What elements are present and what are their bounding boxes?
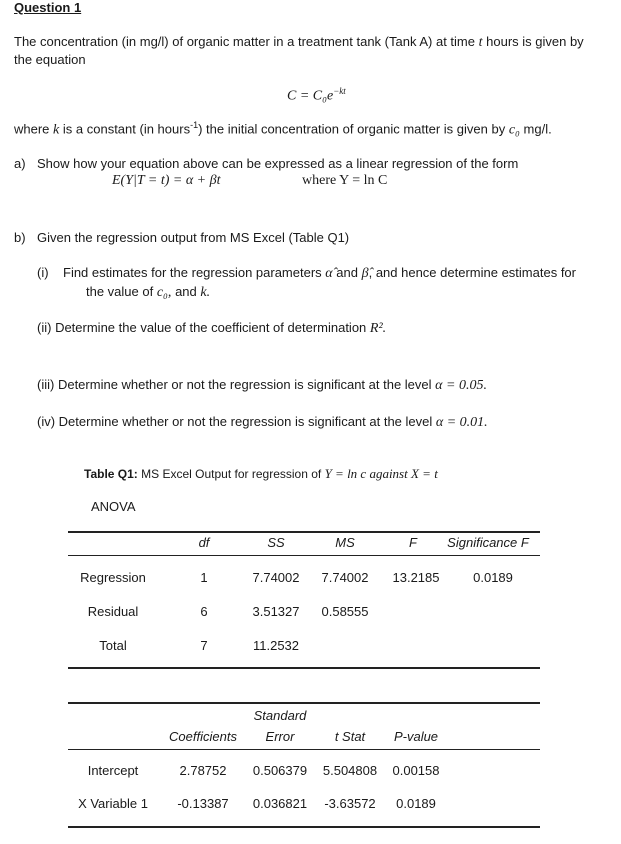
sub-i-text-a: Find estimates for the regression parameters xyxy=(63,265,322,280)
sub-ii-line xyxy=(37,320,386,337)
sub-i-line-1 xyxy=(63,265,576,282)
coef-cell-se: 0.506379 xyxy=(252,763,308,778)
sub-ii-text: Determine the value of the coefficient of determination xyxy=(55,320,367,335)
where-line xyxy=(14,120,552,138)
sub-iv-text: Determine whether or not the regression is significant at the level xyxy=(58,414,433,429)
anova-header-df: df xyxy=(198,535,210,550)
sub-iv-line xyxy=(37,414,488,431)
anova-row-label: Regression xyxy=(80,570,146,585)
coef-cell-t: -3.63572 xyxy=(324,796,376,811)
main-equation xyxy=(287,86,346,105)
sub-iii-line xyxy=(37,377,487,394)
sub-i-label: (i) xyxy=(37,265,49,280)
intro-line-2: the equation xyxy=(14,52,86,67)
where-sup: -1 xyxy=(190,120,199,130)
where-c0: c₀ xyxy=(508,122,520,138)
anova-header-sig: Significance F xyxy=(447,535,529,550)
sub-iii-level: α = 0.05. xyxy=(435,378,487,393)
sub-iii-label: (iii) xyxy=(37,377,55,392)
anova-cell-ms: 0.58555 xyxy=(321,604,369,619)
beta-hat: β̂ xyxy=(361,266,369,281)
anova-cell-f: 13.2185 xyxy=(392,570,440,585)
table-caption xyxy=(84,466,438,482)
anova-header-ms: MS xyxy=(335,535,355,550)
coef-cell-coef: -0.13387 xyxy=(177,796,229,811)
sub-i-and: and xyxy=(336,265,358,280)
where-text-d: mg/l. xyxy=(523,121,552,137)
table-caption-math: Y = ln c against X = t xyxy=(324,466,438,481)
anova-row-label: Residual xyxy=(87,604,139,619)
equation-exponent: −kt xyxy=(333,86,346,96)
anova-header-rule xyxy=(68,555,540,556)
coef-bottom-rule xyxy=(68,826,540,828)
coef-header-coef: Coefficients xyxy=(169,729,237,744)
coef-header-se-line1: Standard xyxy=(253,708,307,723)
anova-cell-ms: 7.74002 xyxy=(321,570,369,585)
coef-header-p: P-value xyxy=(393,729,439,744)
where-k: k xyxy=(53,122,60,138)
anova-cell-df: 7 xyxy=(200,638,208,653)
sub-i-c0: c₀, xyxy=(156,285,172,300)
anova-label: ANOVA xyxy=(91,499,136,514)
r-squared: R². xyxy=(369,321,387,336)
coef-header-t: t Stat xyxy=(334,729,366,744)
part-b-label: b) xyxy=(14,230,26,245)
coef-cell-se: 0.036821 xyxy=(252,796,308,811)
part-a-formula: E(Y|T = t) = α + βt xyxy=(112,173,221,188)
anova-cell-df: 1 xyxy=(200,570,208,585)
anova-cell-ss: 11.2532 xyxy=(252,638,300,653)
intro-text-b: hours is given by xyxy=(486,34,584,49)
sub-i-line-2 xyxy=(86,284,210,301)
anova-cell-sig: 0.0189 xyxy=(473,570,513,585)
where-text-b: is a constant (in hours xyxy=(62,121,191,137)
coef-header-rule xyxy=(68,749,540,750)
sub-i-k: k. xyxy=(200,285,211,300)
coef-cell-p: 0.0189 xyxy=(396,796,436,811)
where-text-c: ) the initial concentration of organic matter is given by xyxy=(198,121,506,137)
anova-cell-ss: 3.51327 xyxy=(252,604,300,619)
intro-text-a: The concentration (in mg/l) of organic matter in a treatment tank (Tank A) at time xyxy=(14,34,475,49)
sub-ii-label: (ii) xyxy=(37,320,52,335)
part-a-label: a) xyxy=(14,156,26,171)
anova-header-f: F xyxy=(409,535,417,550)
table-caption-label: Table Q1: xyxy=(84,467,138,481)
sub-i-text-b: , and hence determine estimates for xyxy=(368,265,576,280)
coef-header-se-line2: Error xyxy=(265,729,295,744)
part-b-text: Given the regression output from MS Excel (Table Q1) xyxy=(37,230,350,245)
anova-header-ss: SS xyxy=(267,535,285,550)
coef-top-rule xyxy=(68,702,540,704)
coef-row-label: Intercept xyxy=(87,763,139,778)
part-a-text: Show how your equation above can be expressed as a linear regression of the form xyxy=(37,156,519,171)
sub-i-line2-b: and xyxy=(175,284,197,299)
coef-cell-t: 5.504808 xyxy=(322,763,378,778)
sub-iii-text: Determine whether or not the regression is significant at the level xyxy=(57,377,432,392)
alpha-hat: α̂ xyxy=(325,266,333,281)
anova-cell-df: 6 xyxy=(200,604,208,619)
coef-cell-coef: 2.78752 xyxy=(179,763,227,778)
anova-top-rule xyxy=(68,531,540,533)
where-text-a: where xyxy=(14,121,50,137)
table-caption-text: MS Excel Output for regression of xyxy=(141,467,322,481)
sub-iv-level: α = 0.01. xyxy=(435,415,488,430)
coef-cell-p: 0.00158 xyxy=(392,763,440,778)
anova-cell-ss: 7.74002 xyxy=(252,570,300,585)
intro-t: t xyxy=(478,35,483,50)
anova-bottom-rule xyxy=(68,667,540,669)
sub-i-line2-a: the value of xyxy=(86,284,154,299)
sub-iv-label: (iv) xyxy=(37,414,56,429)
question-title: Question 1 xyxy=(14,0,82,15)
anova-row-label: Total xyxy=(99,638,127,653)
part-a-where: where Y = ln C xyxy=(302,173,388,188)
intro-line-1 xyxy=(14,34,584,51)
coef-row-label: X Variable 1 xyxy=(78,796,148,811)
equation-body: C = C₀e xyxy=(287,88,334,104)
